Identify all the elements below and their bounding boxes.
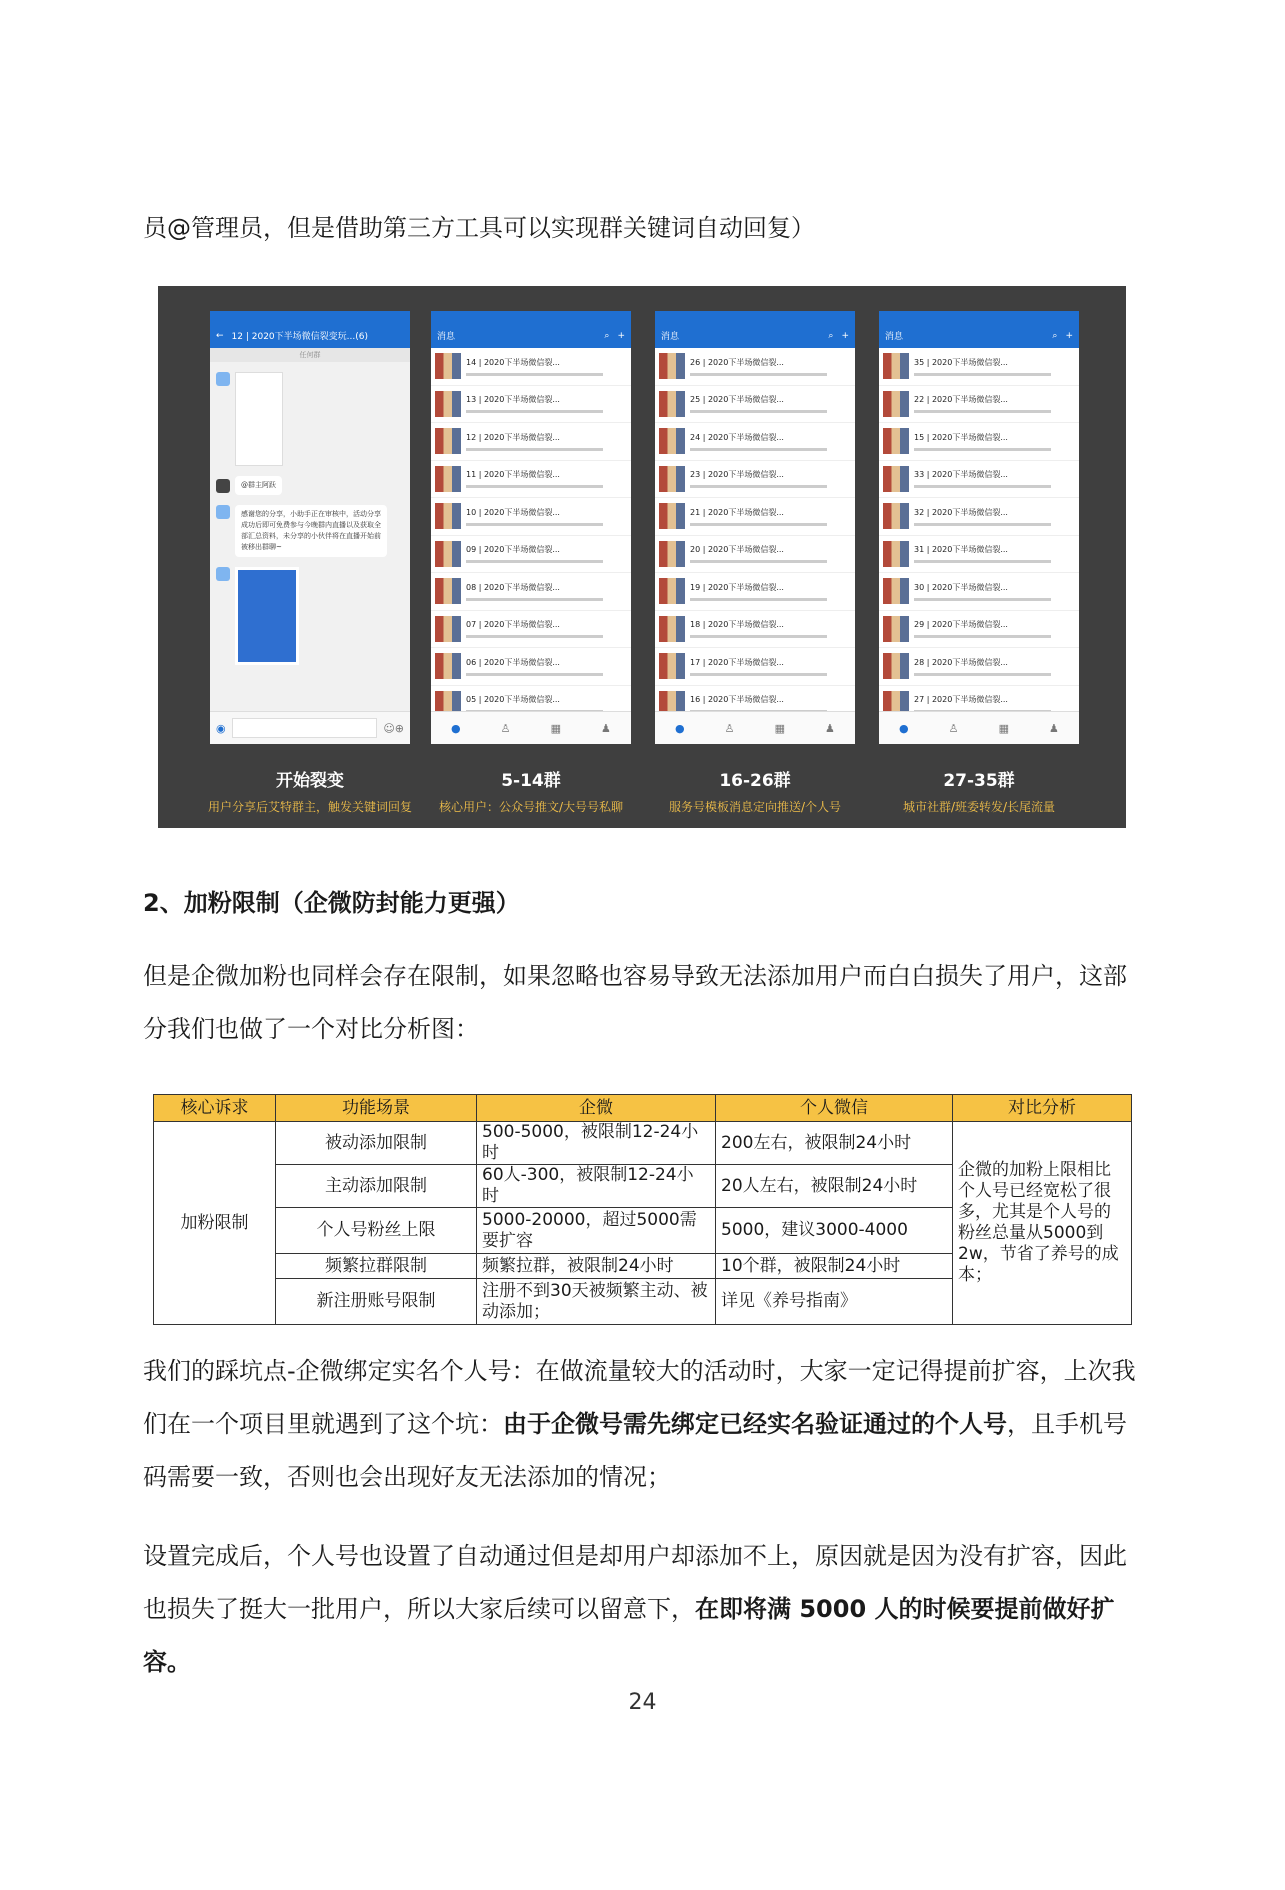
group-avatar	[435, 353, 461, 379]
figure-caption: 5-14群	[501, 771, 561, 791]
add-icon[interactable]: +	[841, 330, 849, 341]
group-avatar	[435, 578, 461, 604]
group-avatar	[883, 541, 909, 567]
share-image	[235, 372, 283, 466]
table-cell: 详见《养号指南》	[716, 1279, 953, 1325]
table-cell: 5000，建议3000-4000	[716, 1208, 953, 1254]
chat-list-item[interactable]	[431, 648, 631, 686]
group-name: 07 | 2020下半场微信裂...	[466, 620, 560, 630]
tab-contacts-icon[interactable]: ♙	[948, 721, 959, 735]
tab-workbench-icon[interactable]: ▦	[550, 721, 561, 735]
avatar	[216, 479, 230, 493]
table-cell: 10个群，被限制24小时	[716, 1254, 953, 1279]
search-icon[interactable]: ⌕	[828, 330, 834, 341]
group-name: 10 | 2020下半场微信裂...	[466, 507, 560, 517]
tab-workbench-icon[interactable]: ▦	[774, 721, 785, 735]
section-heading: 2、加粉限制（企微防封能力更强）	[143, 889, 520, 917]
tab-messages-icon[interactable]: ●	[451, 721, 461, 735]
table-cell: 200左右，被限制24小时	[716, 1122, 953, 1165]
chat-list-item[interactable]	[431, 386, 631, 424]
chat-list-item[interactable]	[655, 573, 855, 611]
group-avatar	[883, 353, 909, 379]
figure-subcaption: 核心用户：公众号推文/大号号私聊	[438, 800, 624, 814]
paragraph-2-bold: 由于企微号需先绑定已经实名验证通过的个人号	[503, 1410, 1007, 1438]
figure-subcaption: 用户分享后艾特群主，触发关键词回复	[207, 800, 412, 814]
group-name: 22 | 2020下半场微信裂...	[914, 395, 1008, 405]
chat-list-item[interactable]	[879, 536, 1079, 574]
group-avatar	[435, 653, 461, 679]
figure-caption: 27-35群	[943, 771, 1015, 791]
group-avatar	[659, 428, 685, 454]
group-name: 14 | 2020下半场微信裂...	[466, 357, 560, 367]
paragraph-2-text: 我们的踩坑点-企微绑定实名个人号：在做流量较大的活动时，大家一定记得提前扩容，上次我们在一个项目里就遇到了这个坑：	[143, 1357, 1136, 1438]
paragraph-1: 但是企微加粉也同样会存在限制，如果忽略也容易导致无法添加用户而白白损失了用户，这部分我们也做了一个对比分析图：	[143, 962, 1127, 1043]
group-avatar	[659, 653, 685, 679]
fission-screenshot-figure	[158, 286, 1126, 828]
comparison-table	[153, 1094, 1132, 1325]
group-name: 29 | 2020下半场微信裂...	[914, 620, 1008, 630]
group-avatar	[659, 503, 685, 529]
group-name: 27 | 2020下半场微信裂...	[914, 695, 1008, 705]
chat-list-item[interactable]	[655, 611, 855, 649]
table-cell: 20人左右，被限制24小时	[716, 1165, 953, 1208]
message-bubble: 感谢您的分享，小助手正在审核中，活动分享成功后即可免费参与今晚群内直播以及获取全部汇总资料，未分享的小伙伴将在直播开始前被移出群聊~	[235, 505, 387, 557]
table-cell: 被动添加限制	[276, 1122, 477, 1165]
chat-list-item[interactable]	[431, 573, 631, 611]
tab-messages-icon[interactable]: ●	[899, 721, 909, 735]
table-header: 功能场景	[276, 1095, 477, 1122]
table-cell: 新注册账号限制	[276, 1279, 477, 1325]
phone-chat-screen	[210, 311, 410, 744]
chat-list-item[interactable]	[431, 498, 631, 536]
bot-avatar	[216, 505, 230, 519]
table-cell: 60人-300，被限制12-24小时	[477, 1165, 716, 1208]
group-name: 16 | 2020下半场微信裂...	[690, 695, 784, 705]
chat-list-item[interactable]	[879, 498, 1079, 536]
chat-list-item[interactable]	[879, 423, 1079, 461]
tab-contacts-icon[interactable]: ♙	[500, 721, 511, 735]
chat-list-item[interactable]	[655, 498, 855, 536]
group-name: 30 | 2020下半场微信裂...	[914, 582, 1008, 592]
core-need-cell: 加粉限制	[154, 1122, 276, 1325]
group-name: 24 | 2020下半场微信裂...	[690, 432, 784, 442]
chat-list-item[interactable]	[879, 611, 1079, 649]
group-avatar	[659, 541, 685, 567]
search-icon[interactable]: ⌕	[1052, 330, 1058, 341]
group-name: 21 | 2020下半场微信裂...	[690, 507, 784, 517]
list-header-title: 消息	[437, 332, 456, 342]
chat-list-item[interactable]	[431, 461, 631, 499]
group-name: 25 | 2020下半场微信裂...	[690, 395, 784, 405]
tab-me-icon[interactable]: ♟	[825, 721, 835, 735]
group-avatar	[435, 466, 461, 492]
group-avatar	[883, 503, 909, 529]
tab-workbench-icon[interactable]: ▦	[998, 721, 1009, 735]
chat-list-item[interactable]	[655, 386, 855, 424]
chat-list-item[interactable]	[431, 348, 631, 386]
group-name: 11 | 2020下半场微信裂...	[466, 470, 560, 480]
phone-list-screen	[655, 311, 855, 744]
paragraph-2	[143, 1345, 1143, 1504]
paragraph-2-text: ，且手机号码需要一致，否则也会出现好友无法添加的情况；	[143, 1410, 1127, 1491]
chat-list-item[interactable]	[431, 423, 631, 461]
chat-list-item[interactable]	[655, 423, 855, 461]
add-icon[interactable]: +	[617, 330, 625, 341]
group-avatar	[435, 428, 461, 454]
chat-list-item[interactable]	[655, 348, 855, 386]
group-avatar	[883, 578, 909, 604]
group-name: 28 | 2020下半场微信裂...	[914, 657, 1008, 667]
tab-me-icon[interactable]: ♟	[601, 721, 611, 735]
phone-list-screen	[879, 311, 1079, 744]
table-header: 对比分析	[953, 1095, 1132, 1122]
chat-list-item[interactable]	[879, 461, 1079, 499]
group-avatar	[435, 391, 461, 417]
figure-caption: 开始裂变	[276, 771, 344, 791]
figure-subcaption: 服务号模板消息定向推送/个人号	[668, 800, 842, 814]
group-name: 08 | 2020下半场微信裂...	[466, 582, 560, 592]
group-name: 23 | 2020下半场微信裂...	[690, 470, 784, 480]
group-name: 05 | 2020下半场微信裂...	[466, 695, 560, 705]
emoji-icon[interactable]: ☺	[383, 721, 395, 735]
group-avatar	[659, 466, 685, 492]
chat-title: 12 | 2020下半场微信裂变玩...(6)	[231, 332, 368, 342]
plus-icon[interactable]: ⊕	[394, 721, 404, 735]
chat-list-item[interactable]	[879, 348, 1079, 386]
table-cell: 5000-20000，超过5000需要扩容	[477, 1208, 716, 1254]
table-cell: 500-5000，被限制12-24小时	[477, 1122, 716, 1165]
tab-contacts-icon[interactable]: ♙	[724, 721, 735, 735]
table-cell: 个人号粉丝上限	[276, 1208, 477, 1254]
table-cell: 主动添加限制	[276, 1165, 477, 1208]
group-avatar	[435, 541, 461, 567]
group-name: 31 | 2020下半场微信裂...	[914, 545, 1008, 555]
tab-me-icon[interactable]: ♟	[1049, 721, 1059, 735]
paragraph-3-bold: 在即将满 5000 人的时候要提前做好扩容。	[143, 1595, 1115, 1676]
group-avatar	[883, 466, 909, 492]
table-cell: 注册不到30天被频繁主动、被动添加；	[477, 1279, 716, 1325]
paragraph-3	[143, 1530, 1143, 1689]
group-name: 19 | 2020下半场微信裂...	[690, 582, 784, 592]
group-name: 18 | 2020下半场微信裂...	[690, 620, 784, 630]
table-header: 企微	[477, 1095, 716, 1122]
group-name: 06 | 2020下半场微信裂...	[466, 657, 560, 667]
bot-avatar	[216, 567, 230, 581]
voice-icon[interactable]: ◉	[216, 721, 226, 735]
group-name: 15 | 2020下半场微信裂...	[914, 432, 1008, 442]
analysis-cell: 企微的加粉上限相比个人号已经宽松了很多，尤其是个人号的粉丝总量从5000到2w，节省了养号的成本；	[953, 1122, 1132, 1325]
chat-input[interactable]	[232, 718, 378, 738]
group-avatar	[883, 616, 909, 642]
group-avatar	[883, 391, 909, 417]
back-icon: ←	[216, 330, 224, 341]
group-avatar	[659, 391, 685, 417]
group-name: 33 | 2020下半场微信裂...	[914, 470, 1008, 480]
list-header-title: 消息	[885, 332, 904, 342]
phone-list-screen	[431, 311, 631, 744]
search-icon[interactable]: ⌕	[604, 330, 610, 341]
table-header: 个人微信	[716, 1095, 953, 1122]
figure-caption: 16-26群	[719, 771, 791, 791]
qr-poster	[235, 567, 299, 665]
group-name: 20 | 2020下半场微信裂...	[690, 545, 784, 555]
chat-list-item[interactable]	[431, 536, 631, 574]
list-header-title: 消息	[661, 332, 680, 342]
add-icon[interactable]: +	[1065, 330, 1073, 341]
figure-subcaption: 城市社群/班委转发/长尾流量	[902, 800, 1056, 814]
group-avatar	[883, 653, 909, 679]
group-name: 17 | 2020下半场微信裂...	[690, 657, 784, 667]
avatar	[216, 372, 230, 386]
chat-list-item[interactable]	[655, 461, 855, 499]
message-bubble: @群主阿跃	[235, 476, 282, 495]
chat-list-item[interactable]	[879, 386, 1079, 424]
intro-line: 员@管理员，但是借助第三方工具可以实现群关键词自动回复）	[143, 214, 815, 242]
chat-list-item[interactable]	[655, 536, 855, 574]
chat-list-item[interactable]	[879, 648, 1079, 686]
group-name: 13 | 2020下半场微信裂...	[466, 395, 560, 405]
group-name: 26 | 2020下半场微信裂...	[690, 357, 784, 367]
tab-messages-icon[interactable]: ●	[675, 721, 685, 735]
group-name: 35 | 2020下半场微信裂...	[914, 357, 1008, 367]
group-avatar	[883, 428, 909, 454]
chat-list-item[interactable]	[431, 611, 631, 649]
group-avatar	[659, 353, 685, 379]
group-name: 09 | 2020下半场微信裂...	[466, 545, 560, 555]
group-name: 32 | 2020下半场微信裂...	[914, 507, 1008, 517]
group-avatar	[659, 578, 685, 604]
group-avatar	[435, 503, 461, 529]
chat-list-item[interactable]	[655, 648, 855, 686]
chat-subtitle: 任何群	[210, 348, 410, 362]
chat-list-item[interactable]	[879, 573, 1079, 611]
group-avatar	[435, 616, 461, 642]
page-number: 24	[628, 1690, 657, 1715]
table-cell: 频繁拉群，被限制24小时	[477, 1254, 716, 1279]
group-avatar	[659, 616, 685, 642]
table-cell: 频繁拉群限制	[276, 1254, 477, 1279]
group-name: 12 | 2020下半场微信裂...	[466, 432, 560, 442]
paragraph-3-text: 设置完成后，个人号也设置了自动通过但是却用户却添加不上，原因就是因为没有扩容，因此也损失了挺大一批用户，所以大家后续可以留意下，	[143, 1542, 1127, 1623]
table-header: 核心诉求	[154, 1095, 276, 1122]
